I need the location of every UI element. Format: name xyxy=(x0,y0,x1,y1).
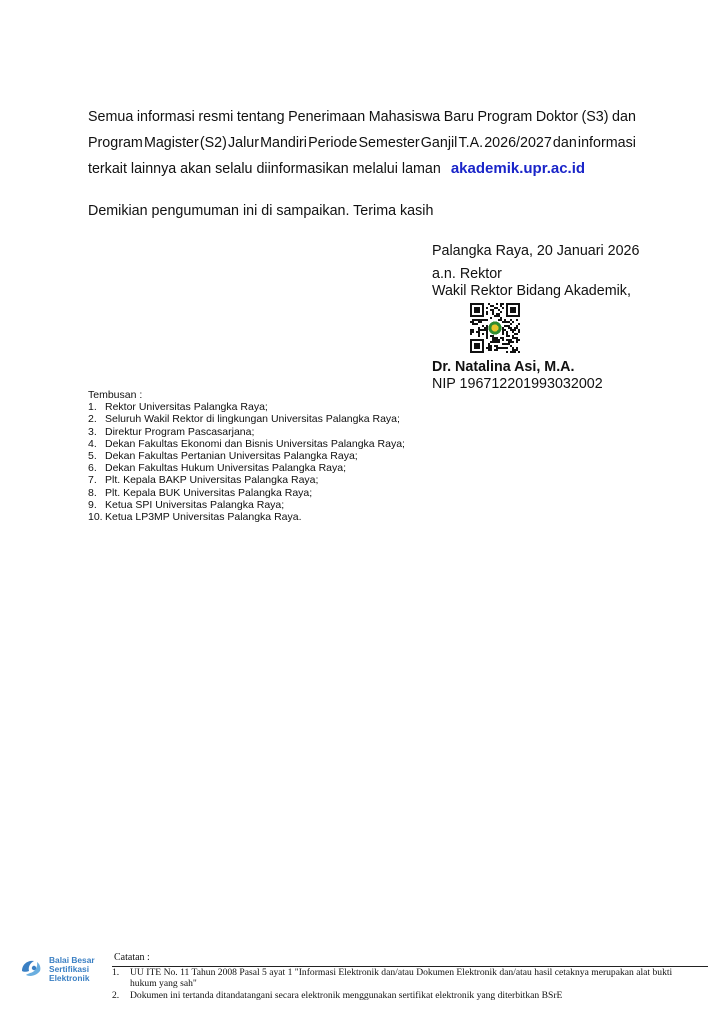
tembusan-item xyxy=(88,401,405,413)
tembusan-item-number: 5. xyxy=(88,450,97,463)
tembusan-section xyxy=(88,389,405,523)
tembusan-item xyxy=(88,450,405,462)
tembusan-item xyxy=(88,499,405,511)
tembusan-item-text: Ketua LP3MP Universitas Palangka Raya. xyxy=(105,511,302,524)
signer-name: Dr. Natalina Asi, M.A. xyxy=(432,359,575,375)
tembusan-item-number: 3. xyxy=(88,425,97,438)
logo-line-3: Elektronik xyxy=(49,972,90,983)
tembusan-item-text: Dekan Fakultas Ekonomi dan Bisnis Universitas Palangka Raya; xyxy=(105,437,405,450)
announcement-paragraph xyxy=(88,104,636,182)
tembusan-item-number: 2. xyxy=(88,413,97,426)
paragraph-line-3-text: terkait lainnya akan selalu diinformasikan melalui laman xyxy=(88,161,441,177)
tembusan-item-number: 8. xyxy=(88,486,97,499)
on-behalf: a.n. Rektor xyxy=(432,266,502,282)
bsre-logo xyxy=(18,955,95,983)
footer-note xyxy=(112,968,696,989)
qr-code-icon xyxy=(470,303,520,353)
catatan-label: Catatan : xyxy=(114,952,150,963)
footer-note xyxy=(112,991,696,1002)
closing-sentence: Demikian pengumuman ini di sampaikan. Terima kasih xyxy=(88,203,434,219)
tembusan-item xyxy=(88,487,405,499)
tembusan-item-text: Plt. Kepala BUK Universitas Palangka Raya; xyxy=(105,486,313,499)
bsre-logo-icon xyxy=(18,955,46,983)
logo-line-1: Balai Besar xyxy=(49,954,95,965)
tembusan-item-number: 1. xyxy=(88,401,97,414)
note-number: 2. xyxy=(112,990,120,1001)
signer-position: Wakil Rektor Bidang Akademik, xyxy=(432,283,631,299)
tembusan-item-text: Direktur Program Pascasarjana; xyxy=(105,425,255,438)
tembusan-item-number: 4. xyxy=(88,437,97,450)
tembusan-item-text: Seluruh Wakil Rektor di lingkungan Universitas Palangka Raya; xyxy=(105,413,400,426)
note-text: Dokumen ini tertanda ditandatangani secara elektronik menggunakan sertifikat elektronik yang diterbitkan BSrE xyxy=(130,990,563,1001)
tembusan-item-number: 10. xyxy=(88,511,103,524)
signer-nip: NIP 196712201993032002 xyxy=(432,376,603,392)
tembusan-item-number: 9. xyxy=(88,498,97,511)
tembusan-item-text: Ketua SPI Universitas Palangka Raya; xyxy=(105,498,285,511)
tembusan-item-text: Dekan Fakultas Pertanian Universitas Palangka Raya; xyxy=(105,450,358,463)
tembusan-item xyxy=(88,413,405,425)
tembusan-list xyxy=(88,401,405,523)
tembusan-item xyxy=(88,474,405,486)
paragraph-line-2: Program Magister (S2) Jalur Mandiri Periode Semester Ganjil T.A. 2026/2027 dan informasi xyxy=(88,135,636,151)
tembusan-item xyxy=(88,462,405,474)
tembusan-item xyxy=(88,438,405,450)
tembusan-item-text: Dekan Fakultas Hukum Universitas Palangka Raya; xyxy=(105,462,347,475)
tembusan-item xyxy=(88,426,405,438)
note-number: 1. xyxy=(112,967,120,978)
tembusan-item-text: Rektor Universitas Palangka Raya; xyxy=(105,401,268,414)
logo-line-2: Sertifikasi xyxy=(49,963,90,974)
tembusan-item-number: 7. xyxy=(88,474,97,487)
paragraph-line-3 xyxy=(88,156,636,182)
footer-notes xyxy=(112,968,696,1004)
note-text: UU ITE No. 11 Tahun 2008 Pasal 5 ayat 1 "Informasi Elektronik dan/atau Dokumen Elektronik dan/atau hasil cetaknya merupakan alat bukti hukum yang sah" xyxy=(130,967,673,989)
tembusan-item-text: Plt. Kepala BAKP Universitas Palangka Raya; xyxy=(105,474,319,487)
tembusan-title: Tembusan : xyxy=(88,389,143,401)
paragraph-line-1: Semua informasi resmi tentang Penerimaan Mahasiswa Baru Program Doktor (S3) dan xyxy=(88,109,636,125)
tembusan-item xyxy=(88,511,405,523)
place-date: Palangka Raya, 20 Januari 2026 xyxy=(432,243,640,259)
akademik-link[interactable]: akademik.upr.ac.id xyxy=(450,160,586,177)
tembusan-item-number: 6. xyxy=(88,462,97,475)
